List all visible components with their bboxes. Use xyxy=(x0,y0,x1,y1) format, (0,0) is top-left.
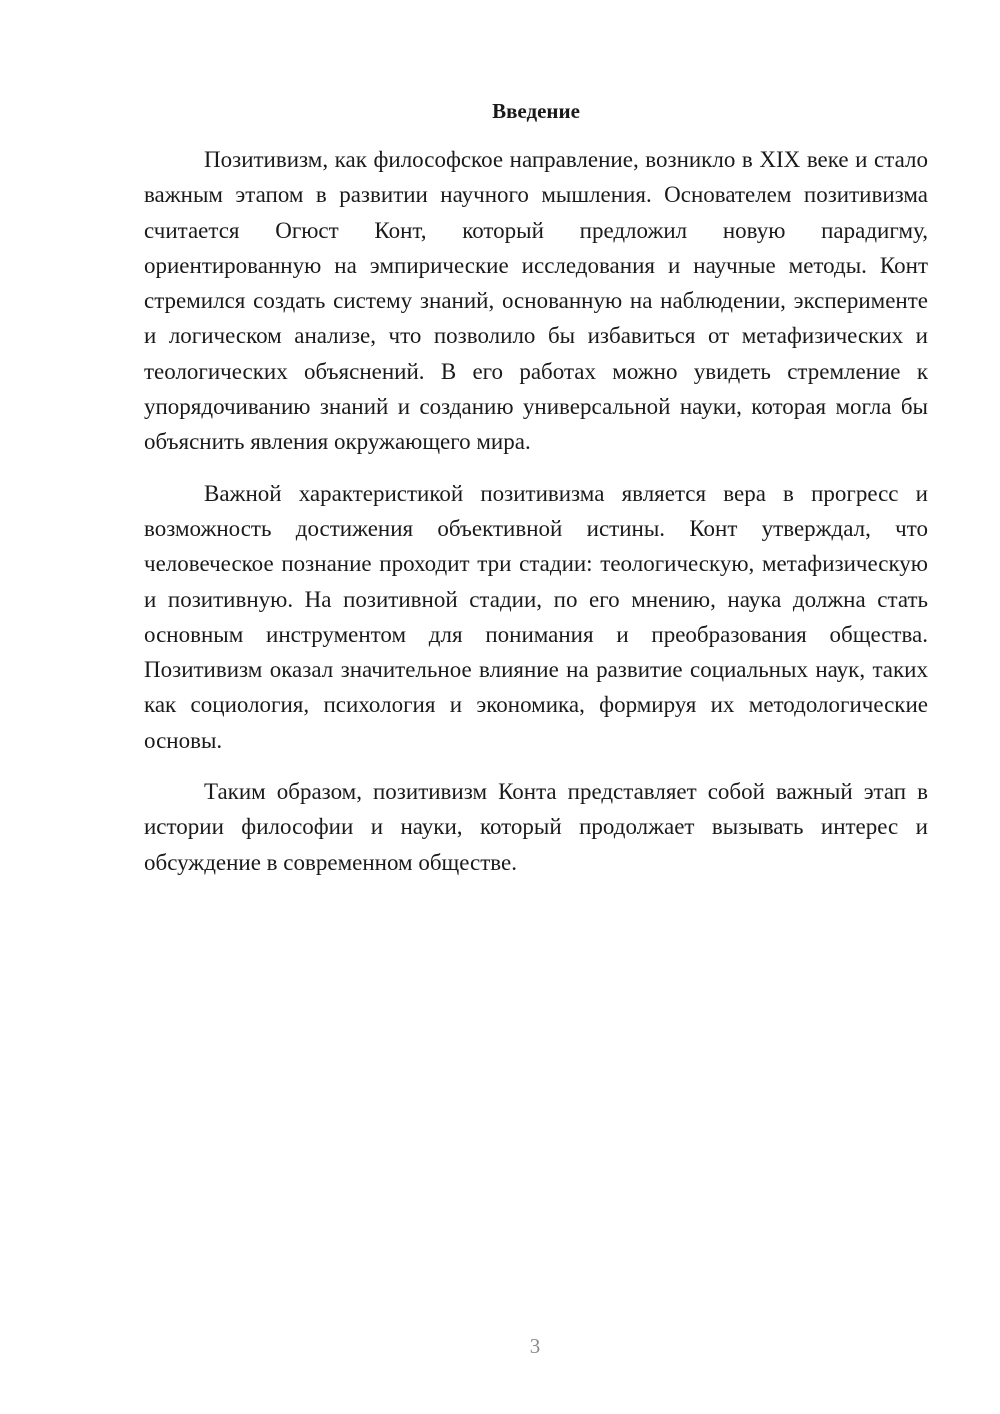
body-text xyxy=(144,142,928,880)
paragraph-1: Позитивизм, как философское направление, возникло в XIX веке и стало важным этапом в развитии научного мышления. Основателем позитивизма считается Огюст Конт, который предложил новую парадигму, ориентированную на эмпирические исследования и научные методы. Конт стремился создать систему знаний, основанную на наблюдении, эксперименте и логическом анализе, что позволило бы избавиться от метафизических и теологических объяснений. В его работах можно увидеть стремление к упорядочиванию знаний и созданию универсальной науки, которая могла бы объяснить явления окружающего мира. xyxy=(144,147,928,455)
paragraph-3: Таким образом, позитивизм Конта представляет собой важный этап в истории философии и науки, который продолжает вызывать интерес и обсуждение в современном обществе. xyxy=(144,779,928,875)
section-heading: Введение xyxy=(492,99,580,123)
paragraph-2: Важной характеристикой позитивизма является вера в прогресс и возможность достижения объективной истины. Конт утверждал, что человеческое познание проходит три стадии: теологическую, метафизическую и позитивную. На позитивной стадии, по его мнению, наука должна стать основным инструментом для понимания и преобразования общества. Позитивизм оказал значительное влияние на развитие социальных наук, таких как социология, психология и экономика, формируя их методологические основы. xyxy=(144,480,928,753)
page-number: 3 xyxy=(529,1334,541,1358)
